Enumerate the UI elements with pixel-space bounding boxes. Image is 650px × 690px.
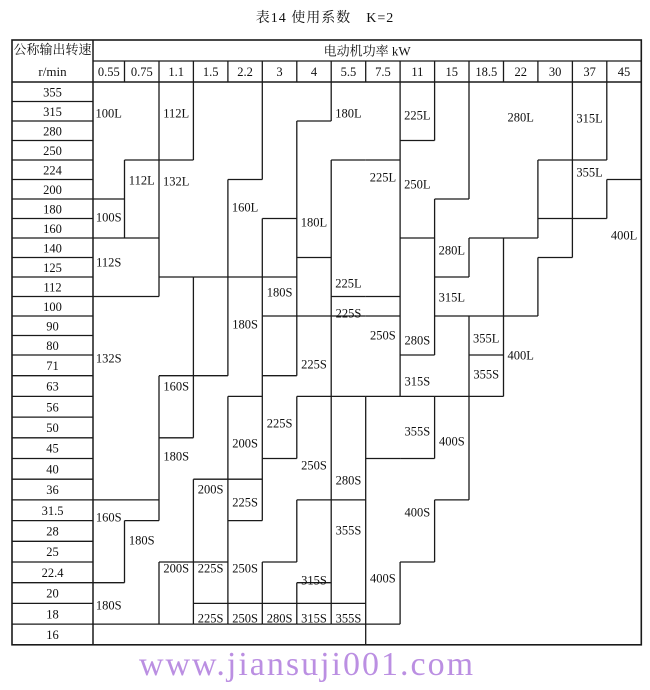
speed-label: 80 xyxy=(46,338,59,353)
frame-size-label: 280S xyxy=(266,611,293,626)
frame-size-label: 315S xyxy=(404,374,431,389)
speed-label: 250 xyxy=(43,143,62,158)
frame-size-label: 112L xyxy=(128,173,155,188)
frame-size-label: 225S xyxy=(335,306,362,321)
frame-size-label: 315S xyxy=(301,573,327,588)
speed-label: 31.5 xyxy=(41,503,64,518)
frame-size-label: 225S xyxy=(232,495,258,510)
frame-size-label: 180S xyxy=(266,285,293,300)
corner-unit: r/min xyxy=(38,64,67,79)
speed-label: 140 xyxy=(43,241,62,256)
watermark-text: www.jiansuji001.com xyxy=(138,646,476,683)
speed-label: 280 xyxy=(43,124,62,139)
frame-size-label: 250S xyxy=(232,611,258,626)
power-label: 0.55 xyxy=(97,65,120,79)
table-frame xyxy=(12,40,641,645)
frame-size-label: 225L xyxy=(404,108,431,123)
power-label: 5.5 xyxy=(340,65,357,79)
speed-label: 315 xyxy=(43,104,62,119)
power-label: 18.5 xyxy=(475,65,498,79)
power-label: 1.1 xyxy=(168,65,185,79)
speed-label: 25 xyxy=(46,545,59,560)
frame-size-label: 280L xyxy=(438,243,465,258)
frame-size-label: 180S xyxy=(232,317,258,332)
speed-label: 56 xyxy=(46,400,59,415)
frame-size-label: 355L xyxy=(576,165,603,180)
frame-size-label: 400L xyxy=(507,348,534,363)
corner-header: 公称输出转速 xyxy=(13,42,92,57)
frame-size-label: 400L xyxy=(610,228,638,243)
speed-label: 28 xyxy=(46,524,59,539)
power-label: 4 xyxy=(310,65,318,79)
frame-size-label: 225S xyxy=(197,611,224,626)
speed-label: 18 xyxy=(46,607,59,622)
power-label: 3 xyxy=(276,65,283,79)
frame-size-label: 250L xyxy=(404,177,431,192)
frame-size-label: 225S xyxy=(197,561,224,576)
frame-size-label: 355S xyxy=(335,523,362,538)
frame-size-label: 100S xyxy=(95,210,122,225)
power-label: 30 xyxy=(548,65,562,79)
frame-size-label: 132S xyxy=(95,351,122,366)
frame-size-label: 132L xyxy=(163,174,190,189)
speed-label: 160 xyxy=(43,221,62,236)
frame-size-label: 180S xyxy=(128,533,155,548)
speed-label: 20 xyxy=(46,586,59,601)
frame-size-label: 180S xyxy=(163,449,190,464)
frame-size-label: 250S xyxy=(301,458,327,473)
frame-size-label: 280L xyxy=(507,110,534,125)
power-label: 0.75 xyxy=(130,65,153,79)
frame-size-label: 200S xyxy=(232,436,258,451)
frame-size-label: 250S xyxy=(370,328,396,343)
speed-label: 16 xyxy=(46,627,59,642)
speed-label: 100 xyxy=(43,299,62,314)
power-label: 7.5 xyxy=(375,65,391,79)
speed-label: 180 xyxy=(43,202,62,217)
frame-size-label: 280S xyxy=(335,473,362,488)
frame-size-label: 400S xyxy=(438,434,465,449)
power-label: 45 xyxy=(617,65,631,79)
frame-size-label: 180S xyxy=(95,598,122,613)
power-label: 1.5 xyxy=(202,65,219,79)
frame-size-label: 200S xyxy=(197,482,224,497)
frame-size-label: 225S xyxy=(301,357,327,372)
power-label: 37 xyxy=(583,65,596,79)
frame-size-label: 355S xyxy=(473,367,500,382)
speed-label: 224 xyxy=(43,163,62,178)
frame-size-label: 112L xyxy=(163,106,190,121)
speed-label: 36 xyxy=(46,483,59,498)
frame-size-label: 355L xyxy=(473,331,500,346)
power-label: 22 xyxy=(514,65,527,79)
speed-label: 63 xyxy=(46,379,59,394)
speed-label: 125 xyxy=(43,260,62,275)
power-label: 2.2 xyxy=(237,65,253,79)
power-header: 电动机功率 kW xyxy=(323,43,411,59)
speed-label: 355 xyxy=(43,85,62,100)
frame-size-label: 160L xyxy=(231,200,259,215)
speed-label: 22.4 xyxy=(41,565,64,580)
speed-label: 50 xyxy=(46,420,59,435)
frame-size-label: 400S xyxy=(370,571,396,586)
frame-size-label: 100L xyxy=(95,106,122,121)
frame-size-label: 315L xyxy=(438,290,465,305)
speed-label: 112 xyxy=(43,280,62,295)
speed-label: 40 xyxy=(46,462,59,477)
frame-size-label: 160S xyxy=(163,379,190,394)
frame-size-label: 280S xyxy=(404,333,431,348)
frame-size-label: 180L xyxy=(300,215,328,230)
frame-size-label: 200S xyxy=(163,561,190,576)
speed-label: 45 xyxy=(46,441,59,456)
frame-size-label: 315L xyxy=(576,111,603,126)
frame-size-label: 225L xyxy=(335,276,362,291)
speed-label: 71 xyxy=(46,358,59,373)
frame-size-label: 400S xyxy=(404,505,431,520)
power-label: 11 xyxy=(411,65,424,79)
frame-size-label: 225L xyxy=(369,170,397,185)
frame-size-label: 250S xyxy=(232,561,258,576)
frame-size-label: 112S xyxy=(96,255,122,270)
frame-size-label: 315S xyxy=(301,611,327,626)
table-title: 表14 使用系数 K=2 xyxy=(255,11,395,26)
frame-size-label: 180L xyxy=(335,106,362,121)
frame-size-label: 160S xyxy=(95,510,122,525)
frame-size-label: 225S xyxy=(266,416,293,431)
frame-size-label: 355S xyxy=(404,424,431,439)
power-label: 15 xyxy=(445,65,459,79)
frame-size-label: 355S xyxy=(335,611,362,626)
speed-label: 200 xyxy=(43,182,62,197)
speed-label: 90 xyxy=(46,319,59,334)
